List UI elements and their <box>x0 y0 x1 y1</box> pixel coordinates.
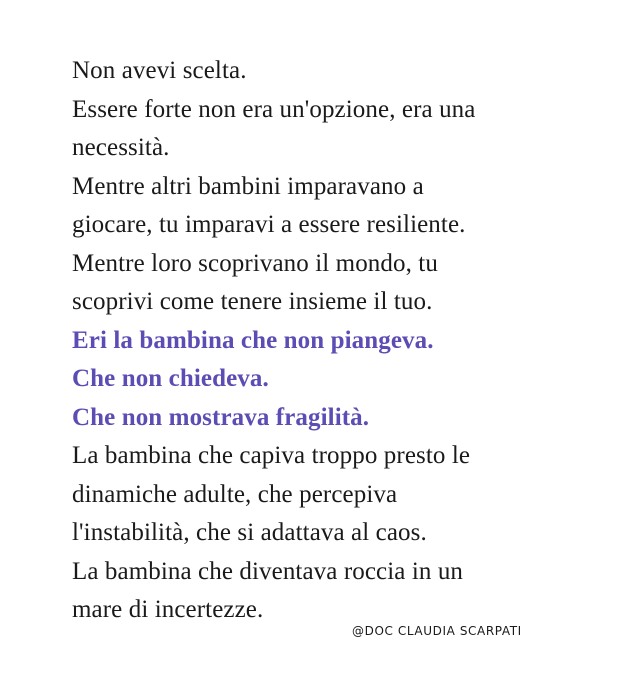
poem-line: l'instabilità, che si adattava al caos. <box>72 519 427 546</box>
poem-line: mare di incertezze. <box>72 596 264 623</box>
poem-line-highlight: Che non mostrava fragilità. <box>72 403 370 431</box>
poem-line-highlight: Che non chiedeva. <box>72 365 269 392</box>
poem-line: Mentre altri bambini imparavano a <box>72 172 424 200</box>
poem-line: La bambina che capiva troppo presto le <box>72 442 471 469</box>
poem-line: Non avevi scelta. <box>72 57 247 84</box>
poem-text <box>72 52 612 630</box>
author-signature: @DOC CLAUDIA SCARPATI <box>352 624 522 638</box>
poem-line-highlight: Eri la bambina che non piangeva. <box>72 326 434 354</box>
poem-line: scoprivi come tenere insieme il tuo. <box>72 288 433 315</box>
poem-line: necessità. <box>72 134 170 161</box>
poem-line: Mentre loro scoprivano il mondo, tu <box>72 249 438 277</box>
poem-line: Essere forte non era un'opzione, era una <box>72 95 476 123</box>
poem-line: giocare, tu imparavi a essere resiliente. <box>72 211 466 238</box>
poem-line: La bambina che diventava roccia in un <box>72 557 464 585</box>
poem-line: dinamiche adulte, che percepiva <box>72 480 398 508</box>
